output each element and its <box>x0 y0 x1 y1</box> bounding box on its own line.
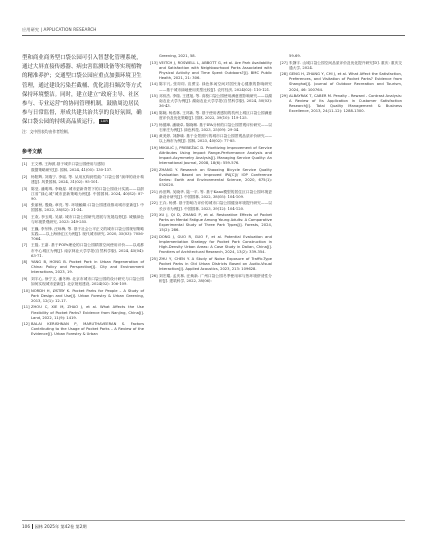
reference-number: [14] <box>150 82 158 87</box>
reference-number: [29] <box>280 94 288 99</box>
reference-number: [12] <box>22 322 30 327</box>
reference-number: [26] <box>150 273 158 278</box>
reference-item <box>150 274 272 284</box>
page-number-block <box>22 524 87 530</box>
reference-text: DONG J, GUO R, GUO F, et al. Potential Evaluation and Implementation Strategy for Pocket Park Construction in High-Density Urban Areas: A Case Study in Dalian, China[J]. Frontiers of Architectural Research, 2024, 13(2): 339-354. <box>159 235 272 255</box>
reference-text: 王文博, 王海波.基于城乡口袋公园使用与感知 <box>31 161 105 166</box>
references-rule <box>22 158 144 159</box>
reference-item <box>150 168 272 188</box>
reference-text: YANG B, HONG B. Pocket Park in Urban Regeneration of China: Policy and Perspective[J]. City and Environment Interactions, 2023, 19. <box>31 260 144 275</box>
reference-item <box>150 82 272 92</box>
reference-item <box>150 146 272 166</box>
reference-number: [21] <box>150 189 158 194</box>
reference-item <box>22 260 144 275</box>
reference-text: 数据策略研究[J]. 园林, 2024, 41(05): 130-137. <box>31 168 113 173</box>
reference-number: [23] <box>150 213 158 218</box>
reference-item <box>22 322 144 337</box>
figure-note: 注：文中图表均由作者绘制。 <box>22 128 72 134</box>
journal-name: 园林 2025年 第42卷 第2期 <box>34 524 87 529</box>
body-paragraph <box>22 54 144 128</box>
reference-text: 王欢, 李玉明, 吴斌. 城市口袋公园研究进展与发展趋势[J]. 城镇绿色与环境景观研究, 2023: 249-255. <box>31 214 144 225</box>
reference-item <box>150 94 272 109</box>
reference-text: ZHU Y, CHEN Y. A Study of Noise Exposure of Traffic-Type Pocket Parks in Old Urban Districts Based on Audio-Visual Interaction[J]. Applied Acoustics, 2023, 213: 109628. <box>159 256 272 272</box>
reference-number: [2] <box>22 174 28 179</box>
reference-text: 王卉, 杨勇. 基于影响力评价的城市口袋公园健身环境提升研究——以长沙市为例[J]. 中国园林, 2023, 39(12): 104-120. <box>159 201 272 211</box>
reference-item <box>22 289 144 304</box>
reference-number: [27] <box>280 60 288 65</box>
reference-text: 陈婉, 杨浩林, 王邦新, 等. 基于使用者感知的杭州上城区口袋公园满意度评价及优化策略[J]. 园林, 2022, 39(10): 119-125. <box>159 110 272 121</box>
reference-text: VEITCH J, ROSWELL L, ABBOTT G, et al. Are Park Availability and Satisfaction with Neighbourhood Parks Associated with Physical Activity and Time Spent Outdoors?[J]. BMC Public Health, 2021, 21: 306. <box>159 60 272 80</box>
reference-number: [6] <box>22 226 28 231</box>
reference-number: [4] <box>22 203 28 208</box>
footer-divider <box>32 524 33 529</box>
reference-text: 孙崇辉, 吴晓华, 陆一平, 等. 基于Kano模型的居住区口袋公园环境更新设计研究[J]. 中国园林, 2022, 38(05): 104-109. <box>159 189 272 199</box>
reference-item <box>150 201 272 211</box>
reference-item <box>150 54 272 59</box>
reference-number: [7] <box>22 243 28 248</box>
reference-text: 朱静宇. 山城口袋公园空间品质评价及优化提升研究[D]. 重庆: 重庆交通大学, 2024. <box>289 60 402 70</box>
reference-text: 陈莹, 潘明珠, 李晓星. 城市更新背景下的口袋公园设计实践——以浙江省“绿心城”城市更新策略为例[J]. 中国园林, 2024, 40(S2): 87-90. <box>31 186 144 201</box>
reference-item <box>22 305 144 320</box>
reference-text: 杨德璋, 潘晓卓, 陈晓琳. 基于IPA分析的口袋公园景观评价研究——以石家庄为例[J]. 绿色科技, 2023, 25(09): 29-34. <box>159 122 272 132</box>
reference-text: ALBAYRAK T, CABER M. Penalty - Reward - Contrast Analysis: A Review of Its Application in Customer Satisfaction Research[J]. Total Quality Management & Business Excellence, 2013, 24(11-12): 1288-1300. <box>289 94 402 114</box>
reference-number: [22] <box>150 201 158 206</box>
reference-text: BALAI KERISHNAN P, MARUTHAVEERAN S. Factors Contributing to the Usage of Pocket Parks – A Review of the Evidence[J]. Urban Forestry & Urban <box>31 322 144 337</box>
references-list-continued-2 <box>280 54 402 115</box>
reference-item <box>150 257 272 272</box>
reference-number <box>22 168 31 173</box>
reference-number: [25] <box>150 256 158 261</box>
reference-number: [5] <box>22 214 28 219</box>
reference-item <box>150 190 272 200</box>
reference-number: [24] <box>150 235 158 239</box>
reference-number: [15] <box>150 94 158 99</box>
reference-number: [3] <box>22 186 28 191</box>
reference-number: [17] <box>150 122 158 127</box>
reference-number: [11] <box>22 305 30 310</box>
reference-item <box>280 61 402 71</box>
reference-number <box>150 54 159 59</box>
reference-item <box>150 123 272 133</box>
column-3 <box>280 54 402 116</box>
reference-text: 59-69. <box>289 54 301 58</box>
reference-text: ZHANG Y. Research on Shaoxing Bicycle Service Quality Evaluation Based on Improved IPA[C]// IOP Conference Series: Earth and Environmental Science, 2020, 675(1): 032020. <box>159 167 272 188</box>
references-list <box>22 162 144 338</box>
reference-text: Greening, 2021, 58. <box>159 54 196 58</box>
reference-item <box>150 213 272 233</box>
reference-text: 刘宇心, 徐宁文, 潘冬梅. 北京市城市口袋公园的设计研究与口袋公园如何实现城市更新[J]. 北京规划建设, 2024(02): 106-109. <box>31 277 144 287</box>
reference-number: [20] <box>150 167 158 172</box>
references-title: 参考文献 <box>22 148 43 155</box>
page-footer <box>22 520 405 530</box>
reference-text: 张丽秋, 殷晓, 章亮, 等. 环境触媒:口袋公园建设推动城市更新[J]. 中国园林, 2022, 38(S2): 31-34. <box>31 203 144 213</box>
reference-item <box>22 162 144 167</box>
reference-item <box>22 203 144 213</box>
reference-number: [19] <box>150 146 158 150</box>
reference-item <box>280 72 402 92</box>
reference-text: 王巍, 李东锋, 汪咏梅, 等. 基于社会公平正义的城市口袋公园规划策略实践——以上海徐汇区为例[J]. 现代城市研究, 2020, 35(03): 7056-7064. <box>31 226 144 241</box>
reference-text: 邓伟杰, 李瑞, 王建旭, 等. 高校口袋公园使用满意度影响研究——以湖南农业大学为例[J]. 湖南农业大学学报(自然科学版), 2024, 50(03): 36-43. <box>159 94 272 109</box>
reference-number: [8] <box>22 260 28 265</box>
references-list-continued <box>150 54 272 284</box>
reference-item <box>150 235 272 255</box>
reference-number: [10] <box>22 288 30 293</box>
reference-item <box>22 215 144 225</box>
reference-text: 刘宏耀, 孟庆林, 汪焕新. 广州口袋公园冬季使用率与热环境舒适性分析[J]. 建筑科学, 2022, 38(06): <box>159 273 272 283</box>
reference-item <box>280 54 402 59</box>
body-text: 型和商业商务型口袋公园可引入智慧化管理系统，通过大屏直接传感器、病虫害监测设备等实现植物的精准养护；交通型口袋公园应重点加强环境卫生管理，通过建设污染拦截桶、优化清扫频次等方式保持环境整洁。同时，建立建立“政府主导、社区参与、专业运营”的协同管理机制，鼓励周边居民参与日常监督，形成共建共治共享的良好氛围，确保口袋公园的持续高品质运行。 <box>22 55 142 126</box>
reference-item <box>150 134 272 144</box>
header-rule <box>22 35 405 36</box>
end-tag: LAR <box>100 119 108 124</box>
reference-number: [18] <box>150 134 158 139</box>
column-2 <box>150 54 272 285</box>
reference-item <box>22 277 144 287</box>
reference-item <box>150 111 272 121</box>
page-number: 106 <box>22 524 30 529</box>
reference-item <box>150 61 272 81</box>
reference-number: [1] <box>22 161 28 166</box>
reference-item <box>22 227 144 242</box>
reference-number: [16] <box>150 110 158 115</box>
reference-item <box>22 243 144 258</box>
reference-number: [13] <box>150 60 158 65</box>
reference-number <box>280 54 289 59</box>
reference-number: [9] <box>22 277 28 281</box>
reference-text: NORDH H, ØSTBY K. Pocket Parks for People – A Study of Park Design and Use[J]. Urban Forestry & Urban Greening, 2013, 12(1): 12-17. <box>31 288 144 303</box>
reference-text: 陈宇凡, 张琮琮, 宣勇宝. 绿色休闲空间对居民身心健康的影响研究——基于城市绿地使用类型比较[J]. 农村经济, 2024(02): 110-121. <box>159 82 272 92</box>
reference-text: MIKULIĆ J, PREBEŽAC D. Prioritizing Improvement of Service Attributes Using Impact Range-Performance Analysis and Impact-Asymmetry Analysis[J]. Managing Service Quality: An International Journal, 2008, 18(6): 559-576. <box>159 146 272 166</box>
running-header: 应用研究 | APPLICATION RESEARCH <box>22 27 97 32</box>
reference-text: ZHOU C, XIE M, ZHAO J, et al. What Affects the Use Flexibility of Pocket Parks? Evidence from Nanjing, China[J]. Land, 2022, 11(9): 1419. <box>31 305 144 320</box>
column-1 <box>22 54 144 339</box>
reference-item <box>22 175 144 185</box>
reference-number: [28] <box>280 72 288 77</box>
reference-item <box>22 187 144 202</box>
reference-text: XU J, QI D, ZHANG P, et al. Restorative Effects of Pocket Parks on Mental Fatigue Among Young Adults: A Comparative Experimental Study of Three Park Types[J]. Forests, 2024, 15(2): 286. <box>159 213 272 233</box>
reference-text: 杨阳辉, 刘瑞宁, 李瑶, 等. 从用瓦构到性能:“口袋公园”演绎的设计构建[J]. 风景园林, 2024, 31(02): 95-101. <box>31 174 144 184</box>
reference-item <box>22 168 144 173</box>
reference-item <box>280 94 402 114</box>
reference-text: 王磊, 王嘉. 基于POPs理论的口袋公园精准空间使用评价——以成都市中心城区为例[J]. 南京林业大学学报(自然科学版), 2024, 45(04): 63-71. <box>31 243 144 258</box>
reference-text: 黄美婷, 刘静瑜. 基于全景照片的城市口袋公园景观品质评价研究——以上海市为例[J]. 园林, 2023, 40(02): 77-85. <box>159 134 272 144</box>
reference-text: GENG H, ZHANG Y, CHI J, et al. What Affect the Satisfaction, Preferences, and Visitation of Pocket Parks? Evidence from Shanghai[J]. Journal of Outdoor Recreation and Tourism, 2024, 46: 100764. <box>289 72 402 92</box>
